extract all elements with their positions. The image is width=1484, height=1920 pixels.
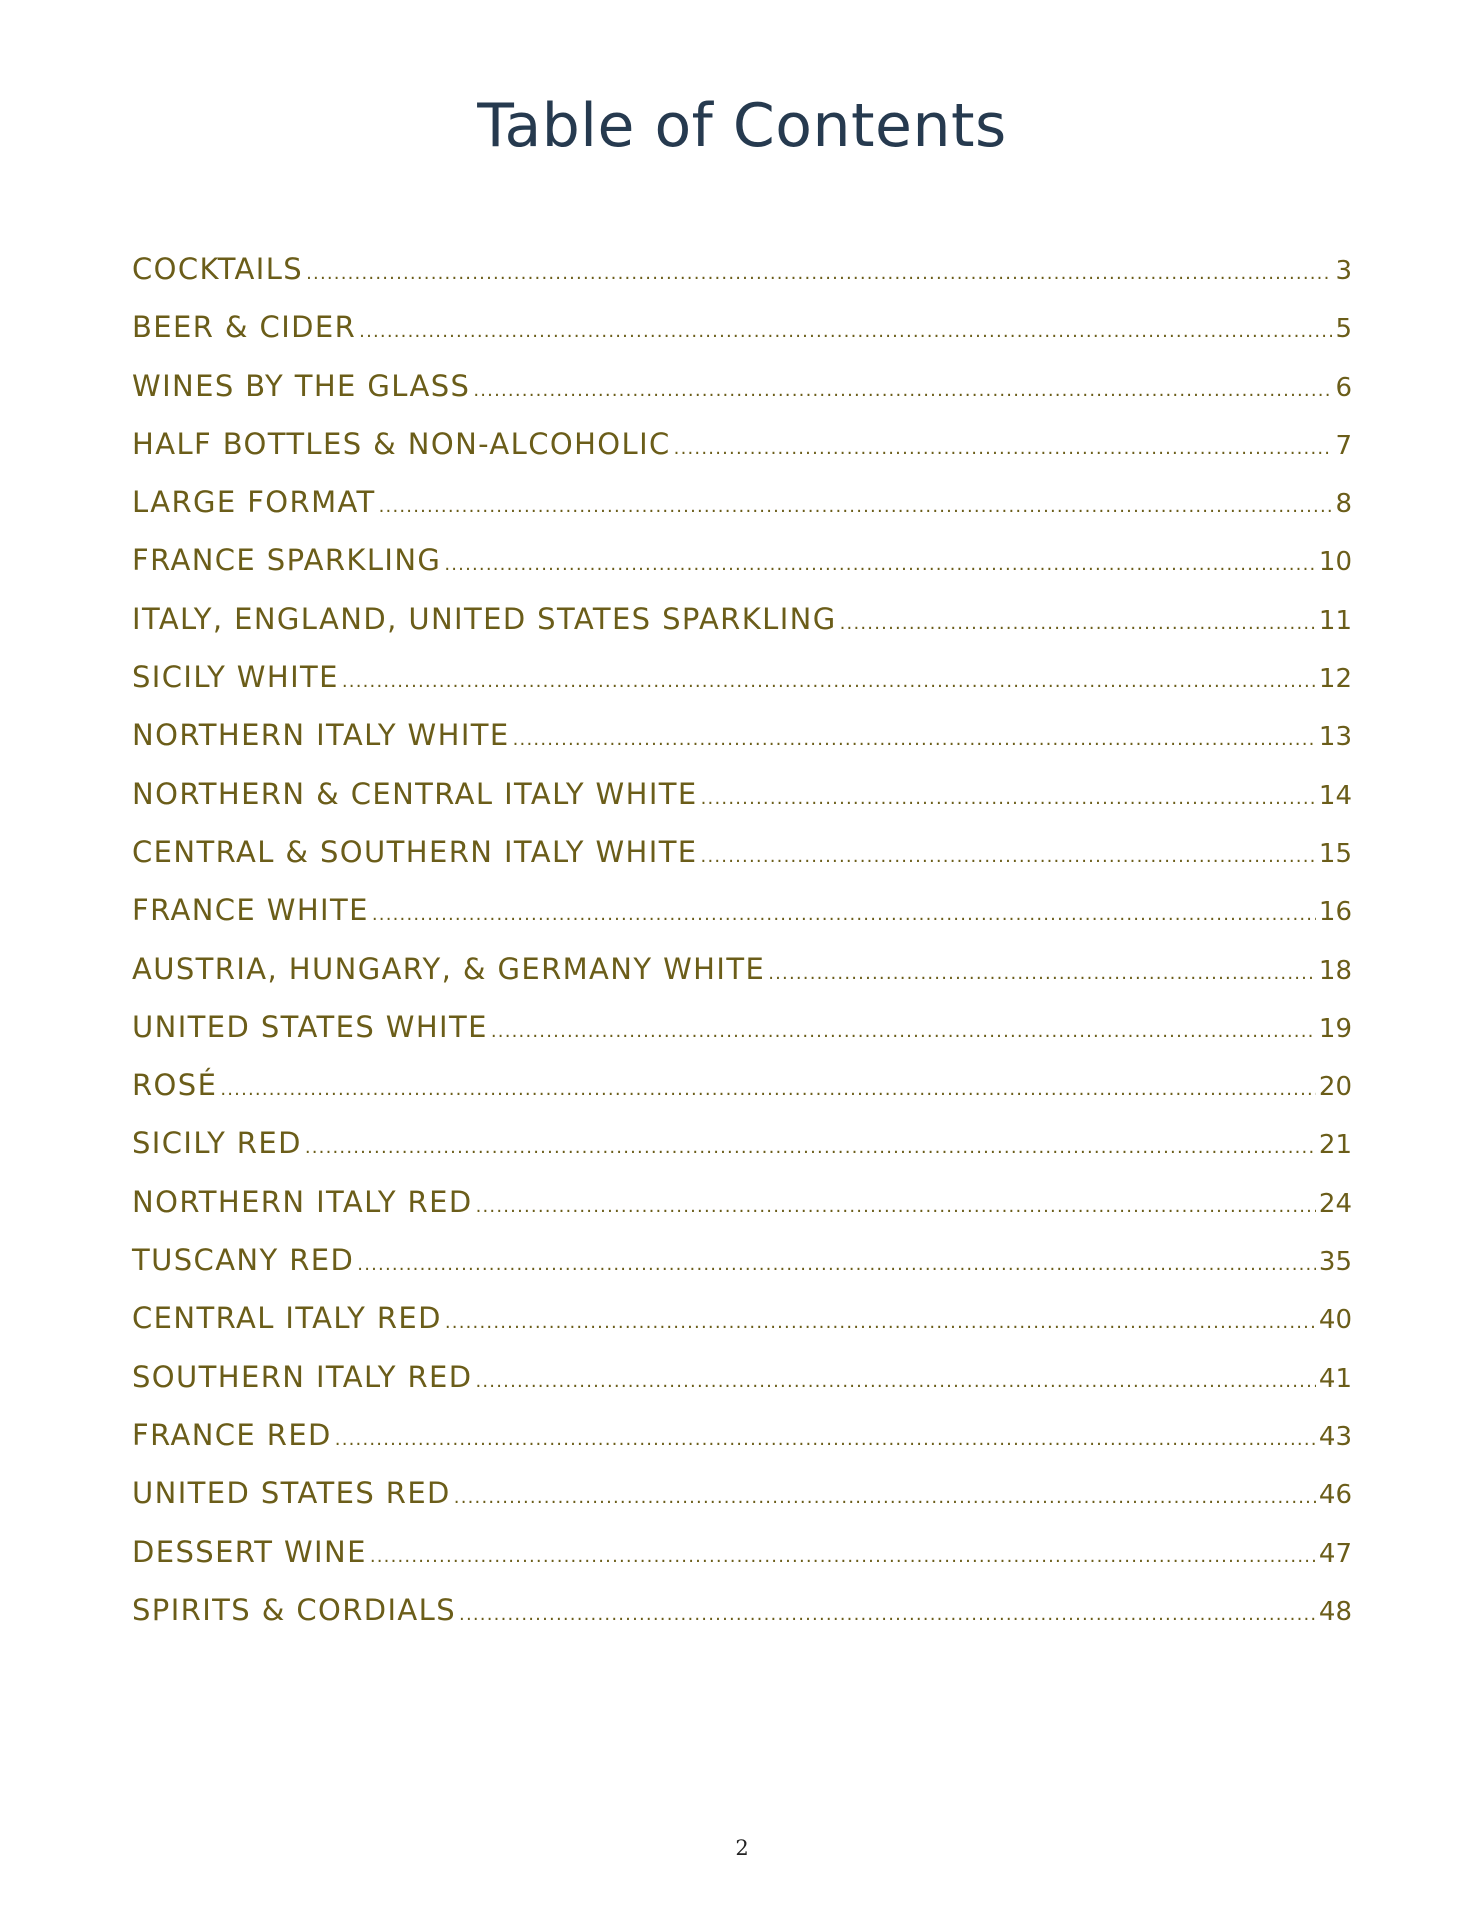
toc-entry-label: WINES BY THE GLASS <box>132 368 471 403</box>
toc-entry[interactable] <box>132 543 1352 601</box>
toc-entry[interactable] <box>132 1418 1352 1476</box>
toc-entry-label: UNITED STATES WHITE <box>132 1009 488 1044</box>
toc-entry[interactable] <box>132 718 1352 776</box>
toc-entry[interactable] <box>132 1360 1352 1418</box>
toc-entry-page: 24 <box>1318 1188 1352 1219</box>
toc-entry[interactable] <box>132 1010 1352 1068</box>
toc-entry-label: LARGE FORMAT <box>132 485 376 520</box>
toc-entry-page: 43 <box>1318 1421 1352 1452</box>
toc-dot-leader <box>768 963 1316 984</box>
toc-entry-label: SICILY WHITE <box>132 660 339 695</box>
toc-dot-leader <box>674 438 1333 459</box>
toc-dot-leader <box>342 671 1316 692</box>
toc-entry-label: CENTRAL ITALY RED <box>132 1301 442 1336</box>
toc-entry-label: FRANCE WHITE <box>132 893 369 928</box>
toc-entry-label: NORTHERN & CENTRAL ITALY WHITE <box>132 776 698 811</box>
toc-entry-page: 19 <box>1318 1013 1352 1044</box>
toc-dot-leader <box>444 554 1316 575</box>
toc-entry-label: BEER & CIDER <box>132 310 357 345</box>
toc-dot-leader <box>359 321 1332 342</box>
toc-entry-label: SOUTHERN ITALY RED <box>132 1359 473 1394</box>
toc-entry-label: HALF BOTTLES & NON-ALCOHOLIC <box>132 426 671 461</box>
toc-entry[interactable] <box>132 952 1352 1010</box>
toc-entry[interactable] <box>132 310 1352 368</box>
toc-dot-leader <box>335 1429 1316 1450</box>
toc-entry-page: 16 <box>1318 897 1352 928</box>
page-number: 2 <box>735 1836 749 1860</box>
toc-entry-page: 40 <box>1318 1305 1352 1336</box>
toc-dot-leader <box>305 1137 1316 1158</box>
toc-dot-leader <box>370 1546 1316 1567</box>
toc-entry-page: 6 <box>1335 372 1352 403</box>
toc-entry[interactable] <box>132 485 1352 543</box>
toc-dot-leader <box>445 1312 1316 1333</box>
toc-dot-leader <box>459 1604 1316 1625</box>
toc-entry-label: UNITED STATES RED <box>132 1476 451 1511</box>
toc-entry-label: ITALY, ENGLAND, UNITED STATES SPARKLING <box>132 601 837 636</box>
toc-entry-page: 5 <box>1335 314 1352 345</box>
toc-entry[interactable] <box>132 1185 1352 1243</box>
toc-dot-leader <box>475 1371 1315 1392</box>
toc-entry-label: COCKTAILS <box>132 252 304 286</box>
page-title: Table of Contents <box>477 91 1007 161</box>
toc-entry-page: 13 <box>1318 722 1352 753</box>
toc-entry-label: TUSCANY RED <box>132 1243 355 1278</box>
toc-dot-leader <box>379 496 1333 517</box>
toc-dot-leader <box>306 263 1332 284</box>
toc-entry-page: 3 <box>1335 256 1352 286</box>
toc-dot-leader <box>513 729 1316 750</box>
toc-entry-label: SPIRITS & CORDIALS <box>132 1592 457 1627</box>
toc-entry-label: AUSTRIA, HUNGARY, & GERMANY WHITE <box>132 951 766 986</box>
toc-entry-page: 18 <box>1318 955 1352 986</box>
toc-dot-leader <box>220 1079 1316 1100</box>
toc-entry-page: 15 <box>1318 838 1352 869</box>
toc-dot-leader <box>476 1196 1316 1217</box>
toc-entry-label: ROSÉ <box>132 1068 218 1103</box>
toc-entry[interactable] <box>132 1243 1352 1301</box>
toc-entry-label: SICILY RED <box>132 1126 302 1161</box>
toc-entry-page: 47 <box>1318 1538 1352 1569</box>
toc-entry-label: NORTHERN ITALY WHITE <box>132 718 510 753</box>
toc-entry[interactable] <box>132 252 1352 310</box>
toc-entry[interactable] <box>132 1068 1352 1126</box>
toc-dot-leader <box>473 380 1332 401</box>
toc-entry[interactable] <box>132 1593 1352 1651</box>
toc-entry[interactable] <box>132 1476 1352 1534</box>
toc-dot-leader <box>701 846 1316 867</box>
toc-entry-page: 35 <box>1318 1247 1352 1278</box>
toc-entry-page: 12 <box>1318 664 1352 695</box>
toc-dot-leader <box>372 904 1316 925</box>
table-of-contents <box>132 252 1352 1651</box>
toc-entry[interactable] <box>132 777 1352 835</box>
toc-entry-page: 41 <box>1318 1363 1352 1394</box>
toc-entry[interactable] <box>132 1126 1352 1184</box>
toc-entry-label: FRANCE RED <box>132 1417 332 1452</box>
toc-entry-page: 11 <box>1318 605 1352 636</box>
toc-entry-page: 8 <box>1335 489 1352 520</box>
toc-entry[interactable] <box>132 893 1352 951</box>
toc-entry-label: NORTHERN ITALY RED <box>132 1184 473 1219</box>
toc-entry-label: CENTRAL & SOUTHERN ITALY WHITE <box>132 834 698 869</box>
toc-entry-page: 46 <box>1318 1480 1352 1511</box>
toc-entry-page: 48 <box>1318 1596 1352 1627</box>
toc-entry[interactable] <box>132 427 1352 485</box>
toc-entry-page: 10 <box>1318 547 1352 578</box>
toc-entry-label: FRANCE SPARKLING <box>132 543 442 578</box>
toc-entry-page: 14 <box>1318 780 1352 811</box>
toc-entry-label: DESSERT WINE <box>132 1534 367 1569</box>
toc-entry[interactable] <box>132 660 1352 718</box>
toc-dot-leader <box>357 1254 1316 1275</box>
toc-entry[interactable] <box>132 602 1352 660</box>
toc-entry-page: 20 <box>1318 1072 1352 1103</box>
toc-entry[interactable] <box>132 1301 1352 1359</box>
toc-dot-leader <box>454 1487 1316 1508</box>
toc-dot-leader <box>491 1021 1316 1042</box>
toc-entry[interactable] <box>132 835 1352 893</box>
toc-entry-page: 21 <box>1318 1130 1352 1161</box>
toc-entry[interactable] <box>132 1535 1352 1593</box>
toc-dot-leader <box>701 788 1316 809</box>
toc-entry-page: 7 <box>1335 430 1352 461</box>
toc-dot-leader <box>840 613 1316 634</box>
toc-entry[interactable] <box>132 369 1352 427</box>
